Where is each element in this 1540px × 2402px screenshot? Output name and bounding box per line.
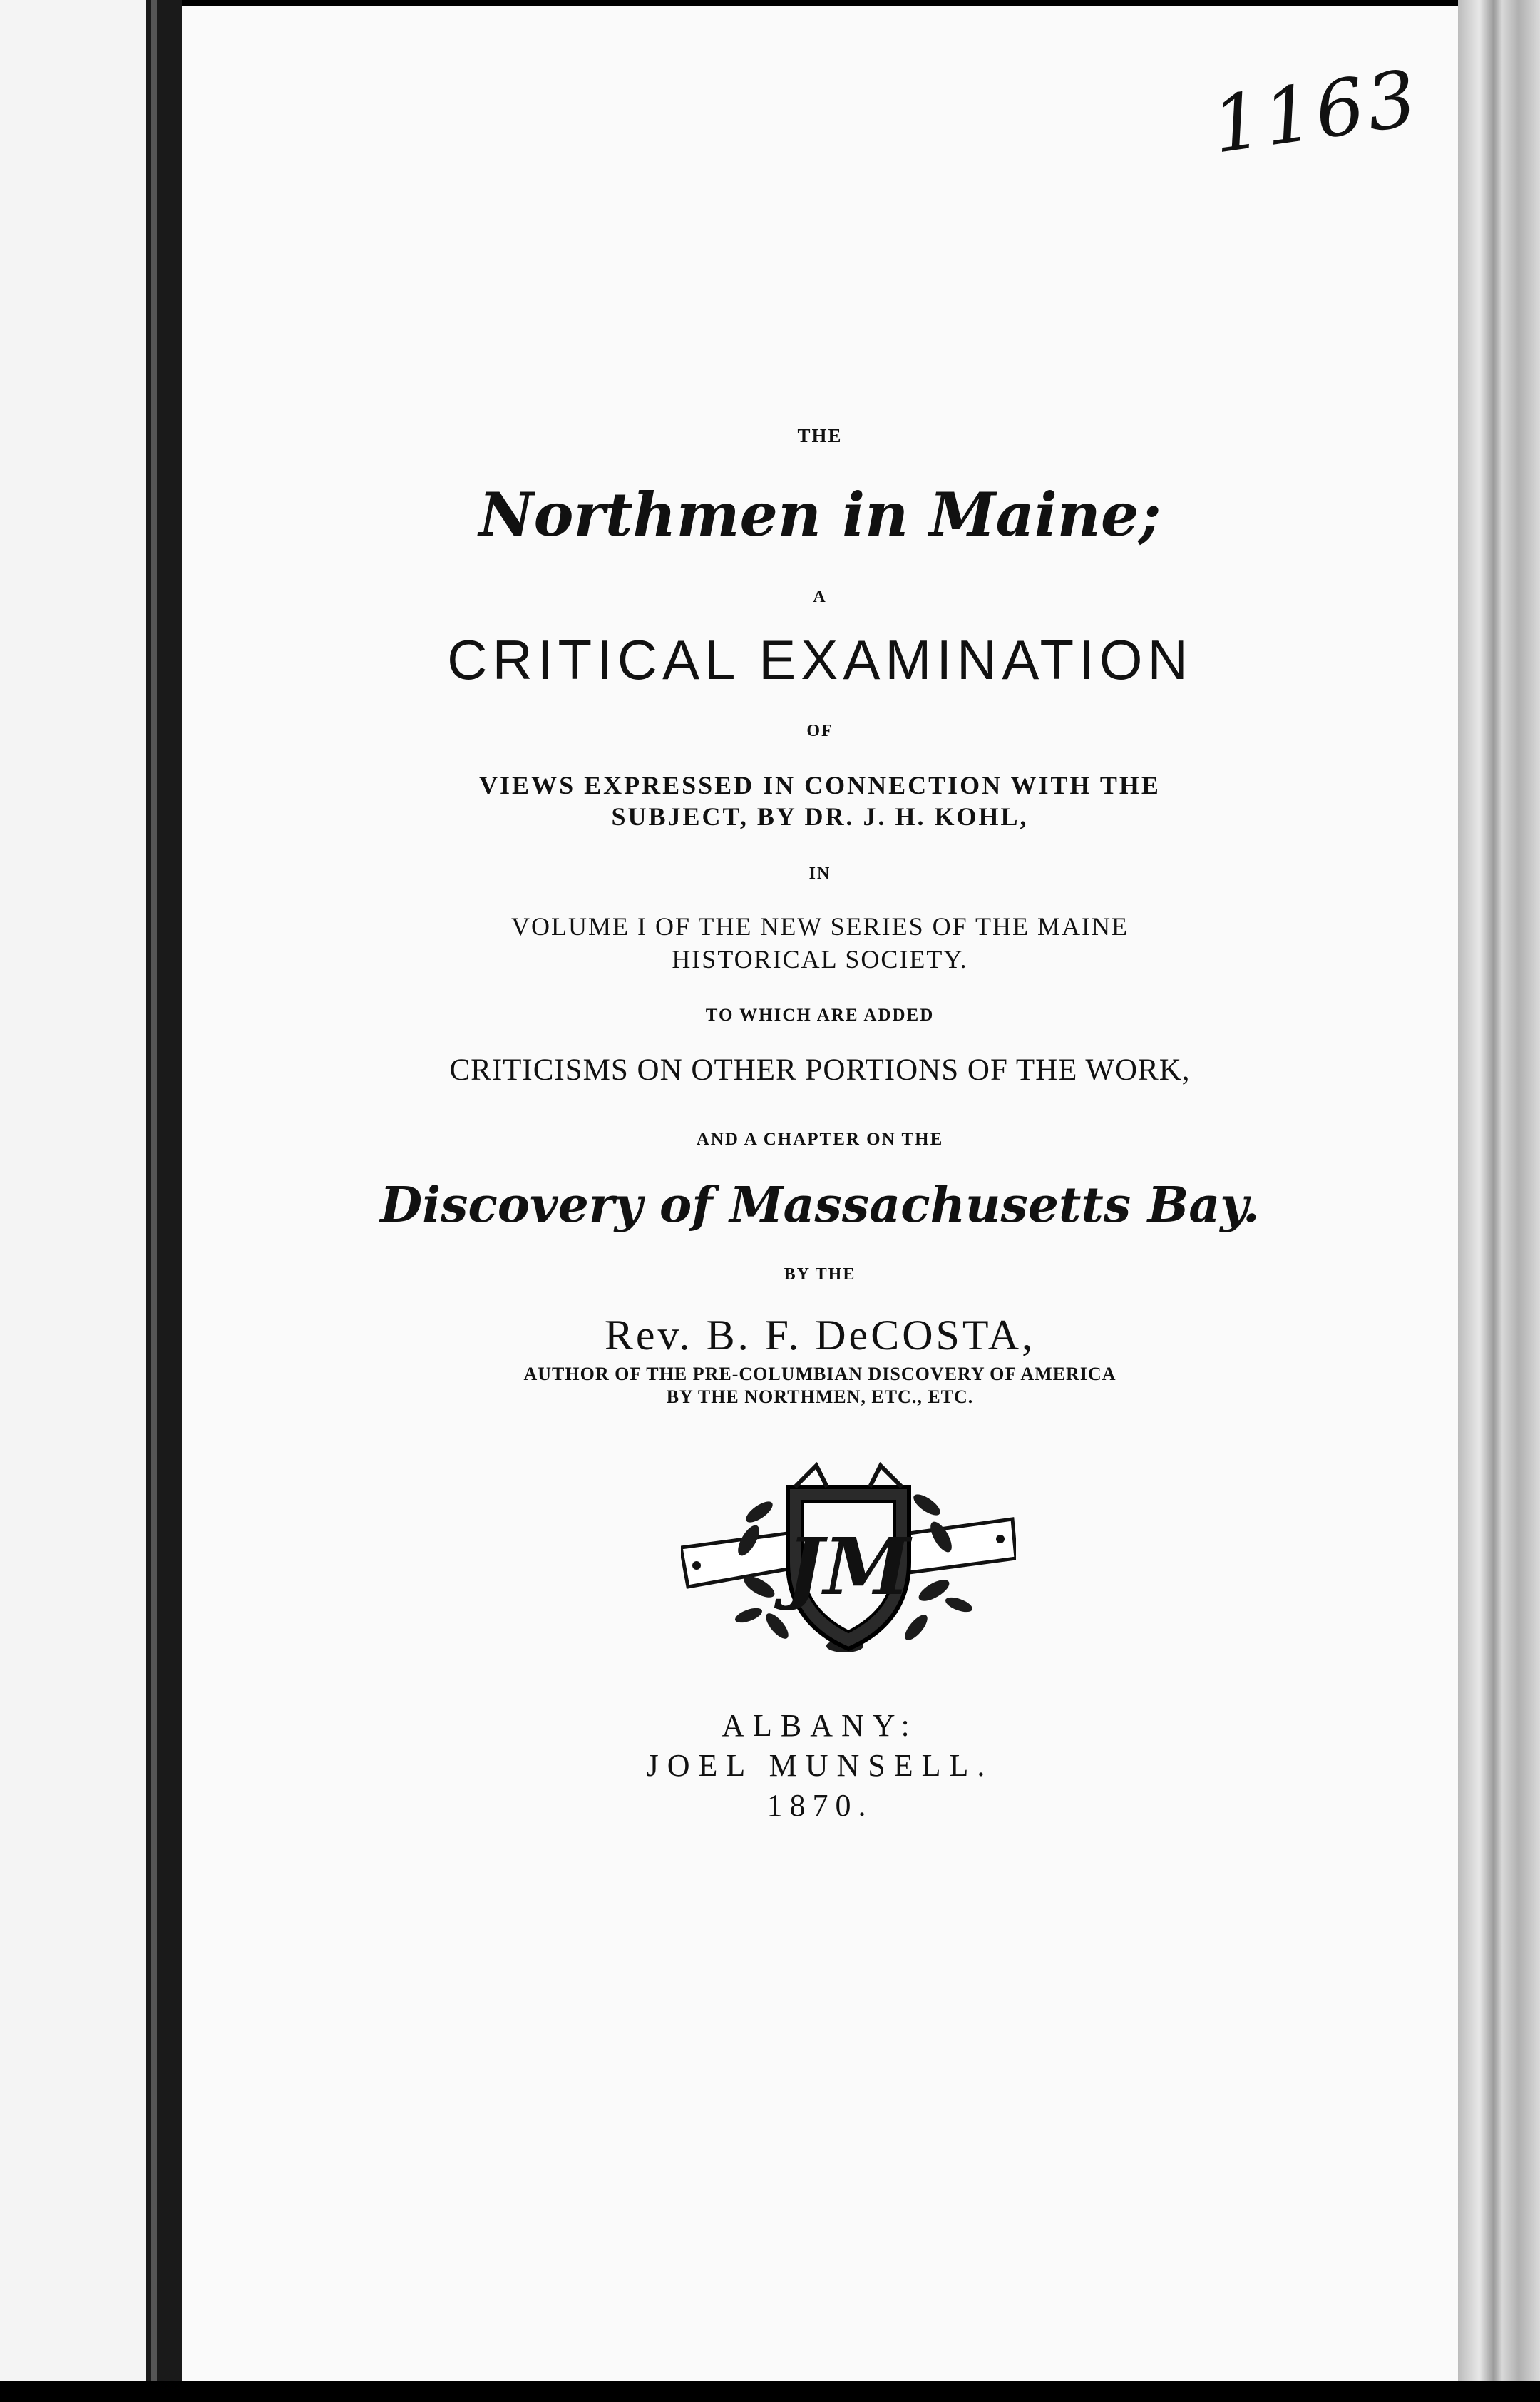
publisher-emblem [681,1462,1016,1662]
scan-border [0,2381,1540,2402]
chapter-label: AND A CHAPTER ON THE [696,1130,944,1149]
discovery-title: Discovery of Massachusetts Bay. [380,1177,1260,1234]
publication-year: 1870. [766,1788,873,1823]
views-line-1: VIEWS EXPRESSED IN CONNECTION WITH THE [479,771,1161,799]
added-label: TO WHICH ARE ADDED [705,1006,935,1025]
shield [774,1466,913,1649]
volume-line-2: HISTORICAL SOCIETY. [672,945,968,973]
volume-line-1: VOLUME I OF THE NEW SERIES OF THE MAINE [511,912,1129,941]
the-label: THE [797,425,843,446]
author-credit-line-1: AUTHOR OF THE PRE-COLUMBIAN DISCOVERY OF AMERICA [523,1364,1116,1384]
in-label: IN [808,864,831,883]
author-credit-line-2: BY THE NORTHMEN, ETC., ETC. [666,1386,974,1407]
publisher-name: JOEL MUNSELL. [646,1748,994,1783]
criticisms-line: CRITICISMS ON OTHER PORTIONS OF THE WORK, [449,1053,1191,1087]
handwritten-page-number: 1163 [1206,53,1425,171]
page-edges [1458,0,1540,2382]
a-label: A [813,588,827,606]
of-label: OF [806,722,833,740]
author-name: Rev. B. F. DeCOSTA, [604,1312,1036,1359]
gutter-edge [151,0,157,2382]
emblem-monogram: JM [786,1521,910,1613]
main-title: Northmen in Maine; [478,479,1161,550]
publication-place: ALBANY: [722,1708,918,1743]
subtitle: CRITICAL EXAMINATION [447,628,1193,691]
by-the-label: BY THE [784,1265,856,1284]
views-line-2: SUBJECT, BY DR. J. H. KOHL, [611,802,1029,831]
left-page-margin [0,0,148,2382]
